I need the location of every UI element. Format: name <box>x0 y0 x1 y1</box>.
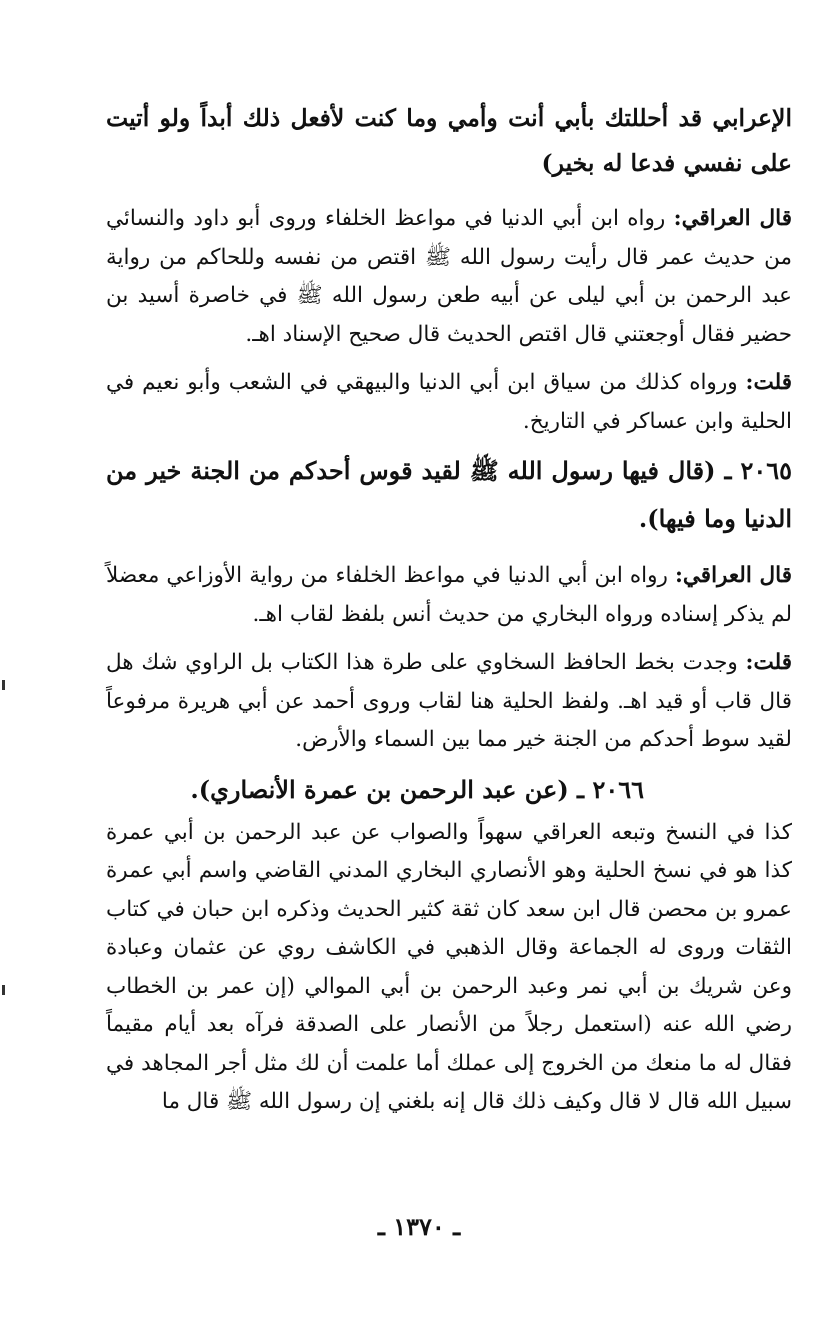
commentary-text: رواه ابن أبي الدنيا في مواعظ الخلفاء وروى أبو داود والنسائي من حديث عمر قال رأيت رسول الله ﷺ اقتص من نفسه وللحاكم من رواية عبد الرحمن بن أبي ليلى عن أبيه طعن رسول الله ﷺ في خاصرة أسيد بن حضير فقال أوجعتني قال اقتص الحديث قال صحيح الإسناد اهـ. <box>106 206 792 347</box>
commentary-text: رواه ابن أبي الدنيا في مواعظ الخلفاء من رواية الأوزاعي معضلاً لم يذكر إسناده ورواه البخاري من حديث أنس بلفظ لقاب اهـ. <box>106 563 792 627</box>
hadith-heading-2066: ٢٠٦٦ ـ (عن عبد الرحمن بن عمرة الأنصاري). <box>190 774 644 804</box>
note-text: وجدت بخط الحافظ السخاوي على طرة هذا الكتاب بل الراوي شك هل قال قاب أو قيد اهـ. ولفظ الحلية هنا لقاب وروى أحمد عن أبي هريرة مرفوعاً لقيد سوط أحدكم من الجنة خير مما بين السماء والأرض. <box>106 650 792 752</box>
scan-mark <box>2 680 5 690</box>
commentary-label: قال العراقي: <box>674 563 792 588</box>
note-text: ورواه كذلك من سياق ابن أبي الدنيا والبيهقي في الشعب وأبو نعيم في الحلية وابن عساكر في التاريخ. <box>106 370 792 434</box>
continued-hadith-text: الإعرابي قد أحللتك بأبي أنت وأمي وما كنت لأفعل ذلك أبداً ولو أتيت على نفسي فدعا له بخير) <box>106 104 792 177</box>
commentary-paragraph <box>106 200 792 354</box>
note-label: قلت: <box>745 650 792 675</box>
commentary-label: قال العراقي: <box>673 206 792 231</box>
hadith-heading-2065: ٢٠٦٥ ـ (قال فيها رسول الله ﷺ لقيد قوس أحدكم من الجنة خير من الدنيا وما فيها). <box>106 456 792 533</box>
commentary-paragraph: كذا في النسخ وتبعه العراقي سهواً والصواب عن عبد الرحمن بن أبي عمرة كذا هو في نسخ الحلية وهو الأنصاري البخاري المدني القاضي واسم أبي عمرة عمرو بن محصن قال ابن سعد كان ثقة كثير الحديث وذكره ابن حبان في كتاب الثقات وروى له الجماعة وقال الذهبي في الكاشف روي عن عثمان وعبادة وعن شريك بن أبي نمر وعبد الرحمن بن أبي الموالي (إن عمر بن الخطاب رضي الله عنه (استعمل رجلاً من الأنصار على الصدقة فرآه بعد أيام مقيماً فقال له ما منعك من الخروج إلى عملك أما علمت أن لك مثل أجر المجاهد في سبيل الله قال لا قال وكيف ذلك قال إنه بلغني إن رسول الله ﷺ قال ما <box>106 819 792 1114</box>
commentary-paragraph <box>106 557 792 634</box>
page-number: ـ ١٣٧٠ ـ <box>377 1212 461 1241</box>
note-paragraph <box>106 644 792 760</box>
note-paragraph <box>106 364 792 441</box>
page-body <box>106 96 792 1122</box>
scan-mark <box>2 985 5 995</box>
note-label: قلت: <box>745 370 792 395</box>
